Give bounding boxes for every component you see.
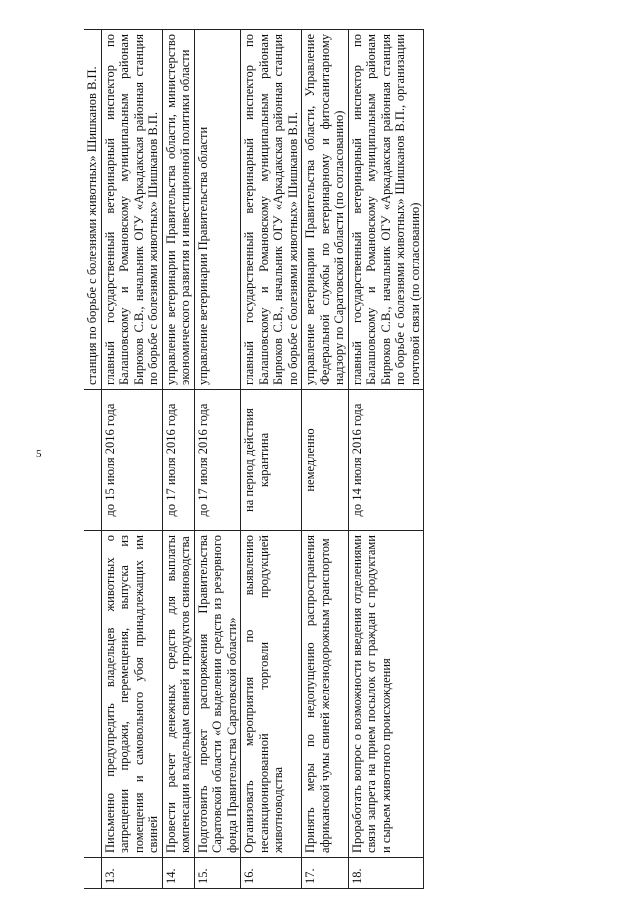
responsible-cell: управление ветеринарии Правительства области, министерство экономического развития и инвестиционной политики области: [162, 30, 194, 390]
responsible-cell: главный государственный ветеринарный инспектор по Балашовскому и Романовскому муниципальным районам Бирюков С.В., начальник ОГУ «Аркадакская районная станция по борьбе с болезнями животных» Шишканов В.П.: [101, 30, 162, 390]
term-cell: до 14 июля 2016 года: [348, 390, 424, 531]
row-number: 16.: [241, 858, 302, 889]
term-cell: до 17 июля 2016 года: [162, 390, 194, 531]
measures-table: [84, 29, 424, 889]
measure-cell: Проработать вопрос о возможности введения отделениями связи запрета на прием посылок от граждан с продуктами и сырьем животного происхождения: [348, 531, 424, 858]
rotated-table-area: [84, 29, 609, 889]
responsible-cell: управление ветеринарии Правительства области: [194, 30, 241, 390]
row-number: 14.: [162, 858, 194, 889]
responsible-cell: главный государственный ветеринарный инспектор по Балашовскому и Романовскому муниципальным районам Бирюков С.В., начальник ОГУ «Аркадакская районная станция по борьбе с болезнями животных» Шишканов В.П., организации почтовой связи (по согласованию): [348, 30, 424, 390]
term-cell: немедленно: [302, 390, 349, 531]
row-number: 13.: [101, 858, 162, 889]
table-row: [348, 30, 424, 889]
responsible-cell: управление ветеринарии Правительства области, Управление Федеральной службы по ветеринарному и фитосанитарному надзору по Саратовской области (по согласованию): [302, 30, 349, 390]
measure-cell: Подготовить проект распоряжения Правительства Саратовской области «О выделении средств из резервного фонда Правительства Саратовской области»: [194, 531, 241, 858]
row-number: [84, 858, 101, 889]
responsible-cell: главный государственный ветеринарный инспектор по Балашовскому и Романовскому муниципальным районам Бирюков С.В., начальник ОГУ «Аркадакская районная станция по борьбе с болезнями животных» Шишканов В.П.: [241, 30, 302, 390]
row-number: 18.: [348, 858, 424, 889]
term-cell: [84, 390, 101, 531]
table-row: [302, 30, 349, 889]
table-rotation-wrapper: [84, 29, 609, 889]
page-number: 5: [36, 448, 42, 460]
term-cell: до 17 июля 2016 года: [194, 390, 241, 531]
measure-cell: Принять меры по недопущению распространения африканской чумы свиней железнодорожным транспортом: [302, 531, 349, 858]
measure-cell: Письменно предупредить владельцев животных о запрещении продажи, перемещения, выпуска из помещения и самовольного убоя принадлежащих им свиней: [101, 531, 162, 858]
table-row: [84, 30, 101, 889]
row-number: 17.: [302, 858, 349, 889]
measure-cell: [84, 531, 101, 858]
measure-cell: Организовать мероприятия по выявлению несанкционированной торговли продукцией животноводства: [241, 531, 302, 858]
table-row: [162, 30, 194, 889]
table-row: [241, 30, 302, 889]
table-row: [101, 30, 162, 889]
measure-cell: Провести расчет денежных средств для выплаты компенсации владельцам свиней и продуктов свиноводства: [162, 531, 194, 858]
responsible-cell: станция по борьбе с болезнями животных» Шишканов В.П.: [84, 30, 101, 390]
term-cell: до 15 июля 2016 года: [101, 390, 162, 531]
term-cell: на период действия карантина: [241, 390, 302, 531]
table-row: [194, 30, 241, 889]
row-number: 15.: [194, 858, 241, 889]
